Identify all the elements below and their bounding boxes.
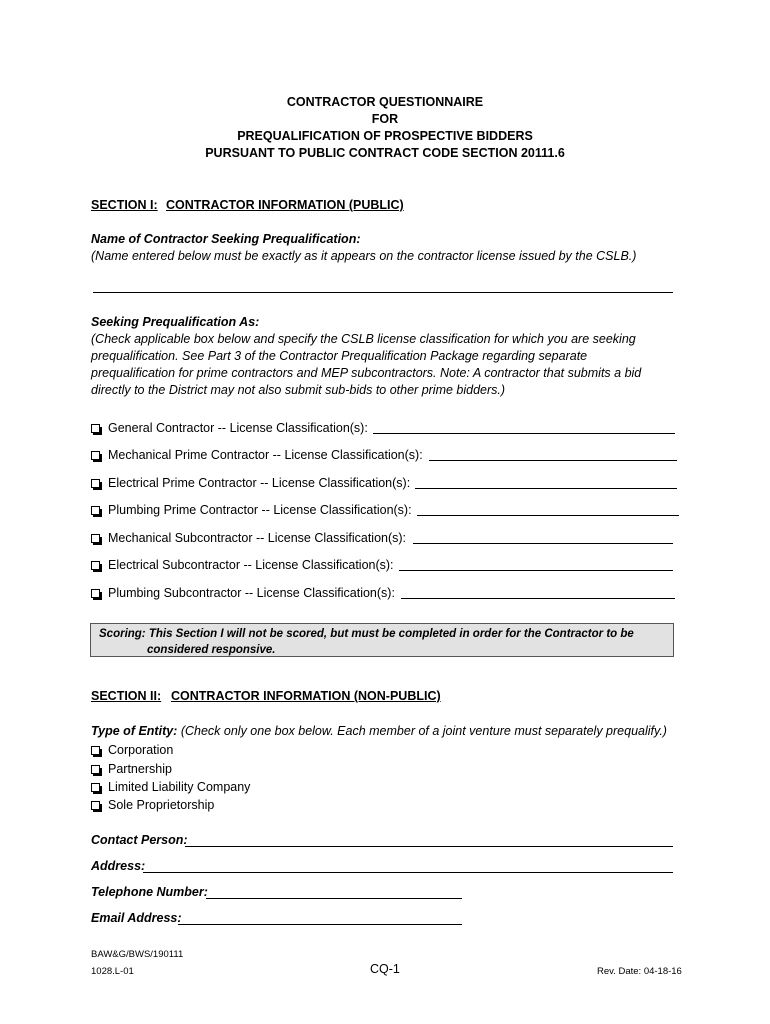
contact-person-label: Contact Person: [91, 833, 188, 847]
checkbox-icon[interactable] [91, 479, 100, 488]
doc-title-line-1: CONTRACTOR QUESTIONNAIRE [286, 95, 484, 109]
mechanical-sub-field[interactable] [413, 543, 673, 544]
scoring-line-1: Scoring: This Section I will not be scored, but must be completed in order for the Contractor to be [99, 628, 634, 640]
section-2-label: SECTION II: [91, 689, 162, 703]
doc-title-line-2: FOR [371, 112, 399, 126]
checkbox-icon[interactable] [91, 561, 100, 570]
contractor-name-note: (Name entered below must be exactly as it appears on the contractor license issued by the CSLB.) [91, 249, 637, 263]
seeking-note-2: prequalification. See Part 3 of the Contractor Prequalification Package regarding separate [91, 349, 588, 363]
telephone-field[interactable] [206, 898, 462, 899]
entity-partnership[interactable]: Partnership [91, 761, 172, 777]
checkbox-icon[interactable] [91, 534, 100, 543]
option-plumbing-prime[interactable]: Plumbing Prime Contractor -- License Classification(s): [91, 502, 412, 518]
entity-type-label: Type of Entity: [91, 724, 178, 738]
checkbox-icon[interactable] [91, 424, 100, 433]
entity-sole-proprietorship[interactable]: Sole Proprietorship [91, 797, 214, 813]
seeking-label: Seeking Prequalification As: [91, 315, 260, 329]
checkbox-icon[interactable] [91, 589, 100, 598]
section-1-label: SECTION I: [91, 198, 158, 212]
seeking-note-3: prequalification for prime contractors and MEP subcontractors. Note: A contractor that submits a bid [91, 366, 642, 380]
checkbox-icon[interactable] [91, 746, 100, 755]
option-electrical-prime[interactable]: Electrical Prime Contractor -- License Classification(s): [91, 475, 410, 491]
option-general-contractor[interactable]: General Contractor -- License Classification(s): [91, 420, 368, 436]
plumbing-sub-field[interactable] [401, 598, 675, 599]
electrical-sub-field[interactable] [399, 570, 673, 571]
checkbox-icon[interactable] [91, 783, 100, 792]
option-electrical-sub[interactable]: Electrical Subcontractor -- License Classification(s): [91, 557, 394, 573]
entity-type-note: (Check only one box below. Each member of a joint venture must separately prequalify.) [180, 724, 667, 738]
seeking-note-1: (Check applicable box below and specify the CSLB license classification for which you are seeking [91, 332, 636, 346]
contractor-name-label: Name of Contractor Seeking Prequalification: [91, 232, 361, 246]
scoring-line-2: considered responsive. [147, 644, 276, 656]
checkbox-icon[interactable] [91, 765, 100, 774]
email-field[interactable] [178, 924, 462, 925]
revision-date: Rev. Date: 04-18-16 [597, 966, 682, 977]
entity-llc[interactable]: Limited Liability Company [91, 779, 250, 795]
checkbox-icon[interactable] [91, 451, 100, 460]
telephone-label: Telephone Number: [91, 885, 208, 899]
option-mechanical-sub[interactable]: Mechanical Subcontractor -- License Classification(s): [91, 530, 406, 546]
section-1-title: CONTRACTOR INFORMATION (PUBLIC) [166, 198, 404, 212]
seeking-note-4: directly to the District may not also submit sub-bids to other prime bidders.) [91, 383, 506, 397]
checkbox-icon[interactable] [91, 801, 100, 810]
address-field[interactable] [143, 872, 673, 873]
plumbing-prime-field[interactable] [417, 515, 679, 516]
electrical-prime-field[interactable] [415, 488, 677, 489]
contact-person-field[interactable] [185, 846, 673, 847]
checkbox-icon[interactable] [91, 506, 100, 515]
general-contractor-field[interactable] [373, 433, 675, 434]
option-plumbing-sub[interactable]: Plumbing Subcontractor -- License Classification(s): [91, 585, 395, 601]
section-2-title: CONTRACTOR INFORMATION (NON-PUBLIC) [171, 689, 441, 703]
address-label: Address: [91, 859, 146, 873]
mechanical-prime-field[interactable] [429, 460, 677, 461]
footer-code-2: 1028.L-01 [91, 966, 134, 977]
doc-title-line-4: PURSUANT TO PUBLIC CONTRACT CODE SECTION 20111.6 [205, 146, 565, 160]
contractor-name-field[interactable] [93, 292, 673, 293]
entity-corporation[interactable]: Corporation [91, 742, 173, 758]
page-number: CQ-1 [370, 962, 400, 976]
email-label: Email Address: [91, 911, 182, 925]
scoring-note-box [90, 623, 674, 657]
doc-title-line-3: PREQUALIFICATION OF PROSPECTIVE BIDDERS [237, 129, 533, 143]
footer-code-1: BAW&G/BWS/190111 [91, 949, 184, 960]
entity-type-row [91, 724, 667, 738]
option-mechanical-prime[interactable]: Mechanical Prime Contractor -- License Classification(s): [91, 447, 423, 463]
